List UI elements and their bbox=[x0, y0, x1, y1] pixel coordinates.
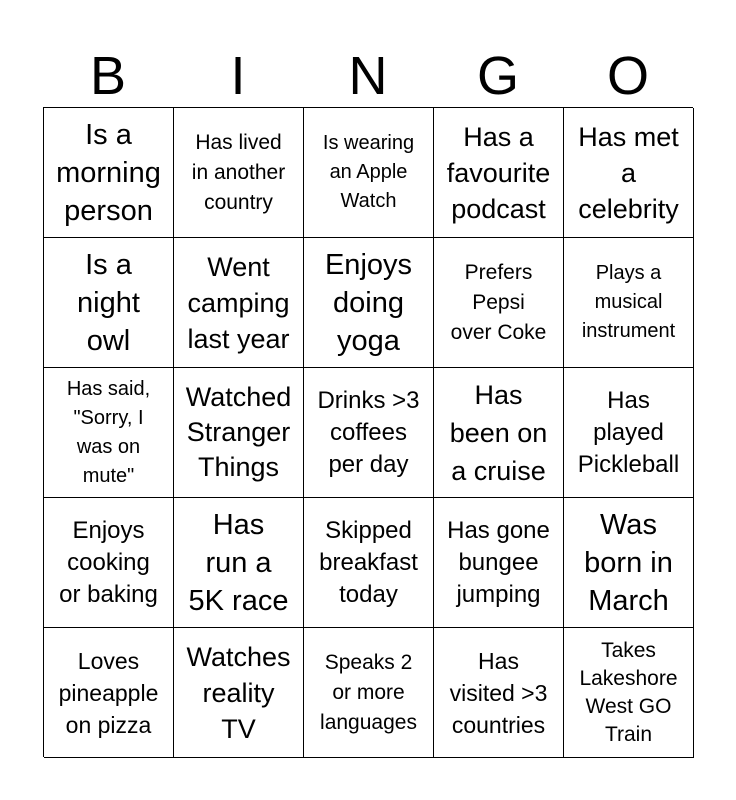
bingo-cell[interactable] bbox=[564, 368, 694, 498]
cell-text: Has played Pickleball bbox=[577, 386, 680, 478]
cell-text: Has lived in another country bbox=[191, 130, 286, 214]
bingo-cell[interactable] bbox=[304, 628, 434, 758]
bingo-cell[interactable] bbox=[434, 238, 564, 368]
header-letter-o: O bbox=[606, 46, 649, 106]
cell-text: Went camping last year bbox=[187, 251, 290, 354]
cell-text: Is a night owl bbox=[77, 248, 140, 357]
bingo-cell[interactable] bbox=[44, 108, 174, 238]
cell-text: Has met a celebrity bbox=[578, 121, 679, 224]
bingo-cell[interactable] bbox=[44, 628, 174, 758]
bingo-cell[interactable] bbox=[174, 368, 304, 498]
bingo-cell[interactable] bbox=[44, 498, 174, 628]
cell-text: Skipped breakfast today bbox=[319, 516, 418, 608]
bingo-cell[interactable] bbox=[304, 498, 434, 628]
header-letter-b: B bbox=[89, 46, 127, 106]
cell-text: Loves pineapple on pizza bbox=[58, 647, 159, 738]
cell-text: Enjoys doing yoga bbox=[324, 248, 413, 357]
cell-text: Watched Stranger Things bbox=[185, 382, 292, 482]
header-letter-n: N bbox=[348, 46, 388, 106]
header-letter-g: G bbox=[476, 46, 519, 106]
bingo-cell[interactable] bbox=[434, 108, 564, 238]
cell-text: Has said, "Sorry, I was on mute" bbox=[66, 377, 151, 487]
cell-text: Watches reality TV bbox=[186, 641, 291, 744]
cell-text: Has run a 5K race bbox=[188, 508, 289, 617]
bingo-cell[interactable] bbox=[564, 498, 694, 628]
cell-text: Is a morning person bbox=[56, 118, 161, 227]
bingo-cell[interactable] bbox=[434, 628, 564, 758]
header-letter-i: I bbox=[230, 46, 246, 106]
bingo-cell[interactable] bbox=[564, 628, 694, 758]
cell-text: Plays a musical instrument bbox=[581, 262, 676, 342]
cell-text: Prefers Pepsi over Coke bbox=[450, 260, 547, 344]
bingo-cell[interactable] bbox=[44, 368, 174, 498]
cell-text: Is wearing an Apple Watch bbox=[322, 132, 415, 212]
bingo-header bbox=[43, 48, 693, 104]
bingo-cell[interactable] bbox=[304, 108, 434, 238]
cell-text: Was born in March bbox=[584, 508, 673, 617]
bingo-cell[interactable] bbox=[564, 238, 694, 368]
bingo-cell[interactable] bbox=[174, 628, 304, 758]
cell-text: Has visited >3 countries bbox=[449, 647, 548, 738]
bingo-cell[interactable] bbox=[564, 108, 694, 238]
cell-text: Enjoys cooking or baking bbox=[59, 516, 158, 608]
bingo-cell[interactable] bbox=[174, 498, 304, 628]
bingo-cell[interactable] bbox=[434, 498, 564, 628]
cell-text: Takes Lakeshore West GO Train bbox=[579, 638, 678, 746]
bingo-board bbox=[43, 107, 693, 757]
cell-text: Speaks 2 or more languages bbox=[320, 650, 417, 734]
cell-text: Has gone bungee jumping bbox=[447, 516, 550, 608]
cell-text: Has been on a cruise bbox=[449, 379, 548, 486]
bingo-cell[interactable] bbox=[174, 238, 304, 368]
cell-text: Has a favourite podcast bbox=[446, 121, 551, 224]
bingo-cell[interactable] bbox=[44, 238, 174, 368]
bingo-cell[interactable] bbox=[434, 368, 564, 498]
bingo-cell[interactable] bbox=[304, 368, 434, 498]
bingo-cell[interactable] bbox=[304, 238, 434, 368]
bingo-cell[interactable] bbox=[174, 108, 304, 238]
cell-text: Drinks >3 coffees per day bbox=[317, 386, 420, 478]
